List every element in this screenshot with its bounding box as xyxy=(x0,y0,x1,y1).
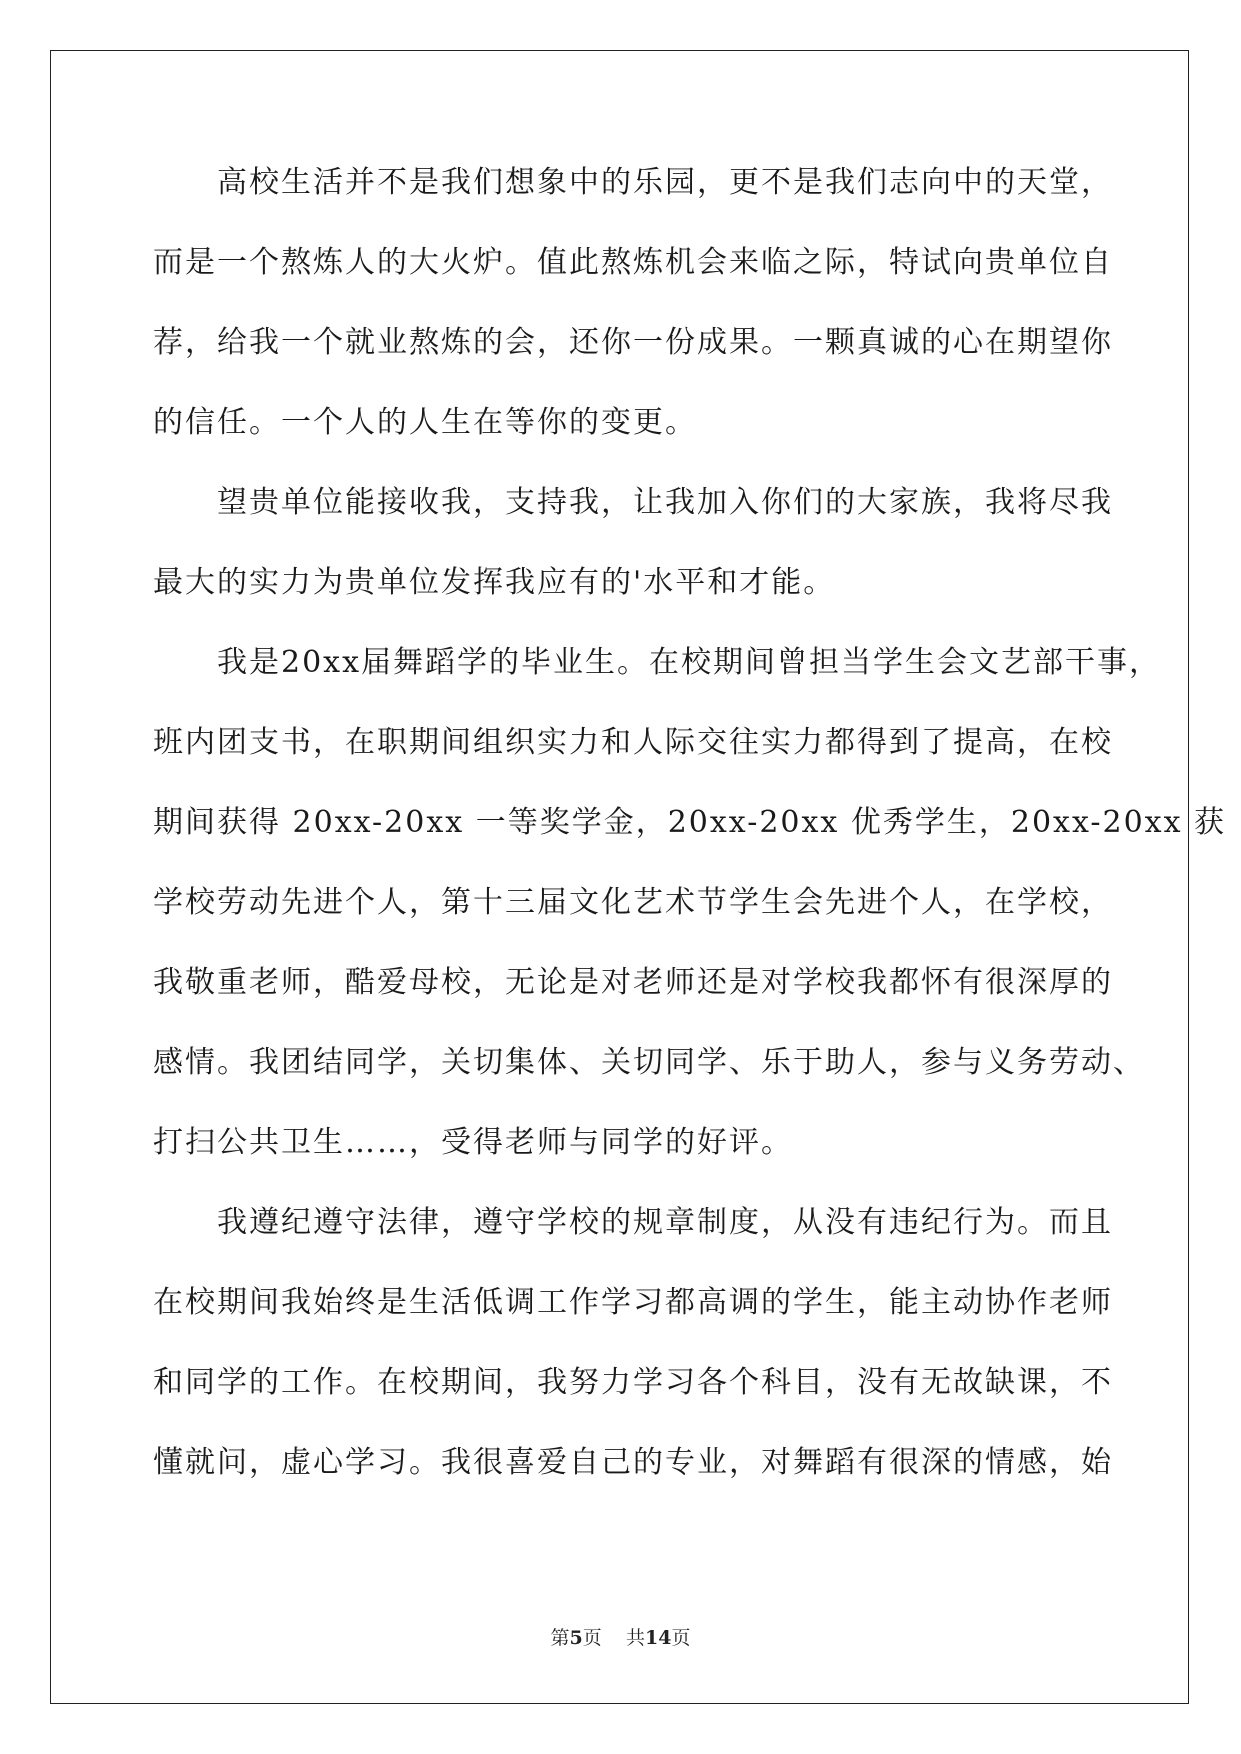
page-number: 5 xyxy=(569,1627,583,1649)
total-prefix: 共 xyxy=(625,1627,645,1649)
text-line: 最大的实力为贵单位发挥我应有的'水平和才能。 xyxy=(153,565,836,600)
page-label: 页 xyxy=(582,1627,602,1649)
text-line: 望贵单位能接收我，支持我，让我加入你们的大家族，我将尽我 xyxy=(217,485,1113,520)
document-body xyxy=(153,162,1227,1522)
total-label: 页 xyxy=(671,1627,691,1649)
total-pages: 14 xyxy=(644,1627,672,1649)
text-line: 我遵纪遵守法律，遵守学校的规章制度，从没有违纪行为。而且 xyxy=(217,1205,1113,1240)
footer-prefix: 第 xyxy=(550,1627,570,1649)
text-line: 而是一个熬炼人的大火炉。值此熬炼机会来临之际，特试向贵单位自 xyxy=(153,245,1113,280)
text-line: 感情。我团结同学，关切集体、关切同学、乐于助人，参与义务劳动、 xyxy=(153,1045,1145,1080)
text-line: 我是20xx届舞蹈学的毕业生。在校期间曾担当学生会文艺部干事， xyxy=(217,645,1162,680)
text-line: 在校期间我始终是生活低调工作学习都高调的学生，能主动协作老师 xyxy=(153,1285,1113,1320)
text-line: 懂就问，虚心学习。我很喜爱自己的专业，对舞蹈有很深的情感，始 xyxy=(153,1445,1113,1480)
text-line: 我敬重老师，酷爱母校，无论是对老师还是对学校我都怀有很深厚的 xyxy=(153,965,1113,1000)
text-line: 高校生活并不是我们想象中的乐园，更不是我们志向中的天堂， xyxy=(217,165,1113,200)
text-line: 的信任。一个人的人生在等你的变更。 xyxy=(153,405,697,440)
text-line: 和同学的工作。在校期间，我努力学习各个科目，没有无故缺课，不 xyxy=(153,1365,1113,1400)
text-line: 班内团支书，在职期间组织实力和人际交往实力都得到了提高，在校 xyxy=(153,725,1113,760)
text-line: 打扫公共卫生……，受得老师与同学的好评。 xyxy=(153,1125,793,1160)
text-line: 期间获得 20xx-20xx 一等奖学金，20xx-20xx 优秀学生，20xx-20xx 获 xyxy=(153,805,1227,840)
text-line: 荐，给我一个就业熬炼的会，还你一份成果。一颗真诚的心在期望你 xyxy=(153,325,1113,360)
page-footer xyxy=(0,1626,1241,1650)
text-line: 学校劳动先进个人，第十三届文化艺术节学生会先进个人，在学校， xyxy=(153,885,1113,920)
